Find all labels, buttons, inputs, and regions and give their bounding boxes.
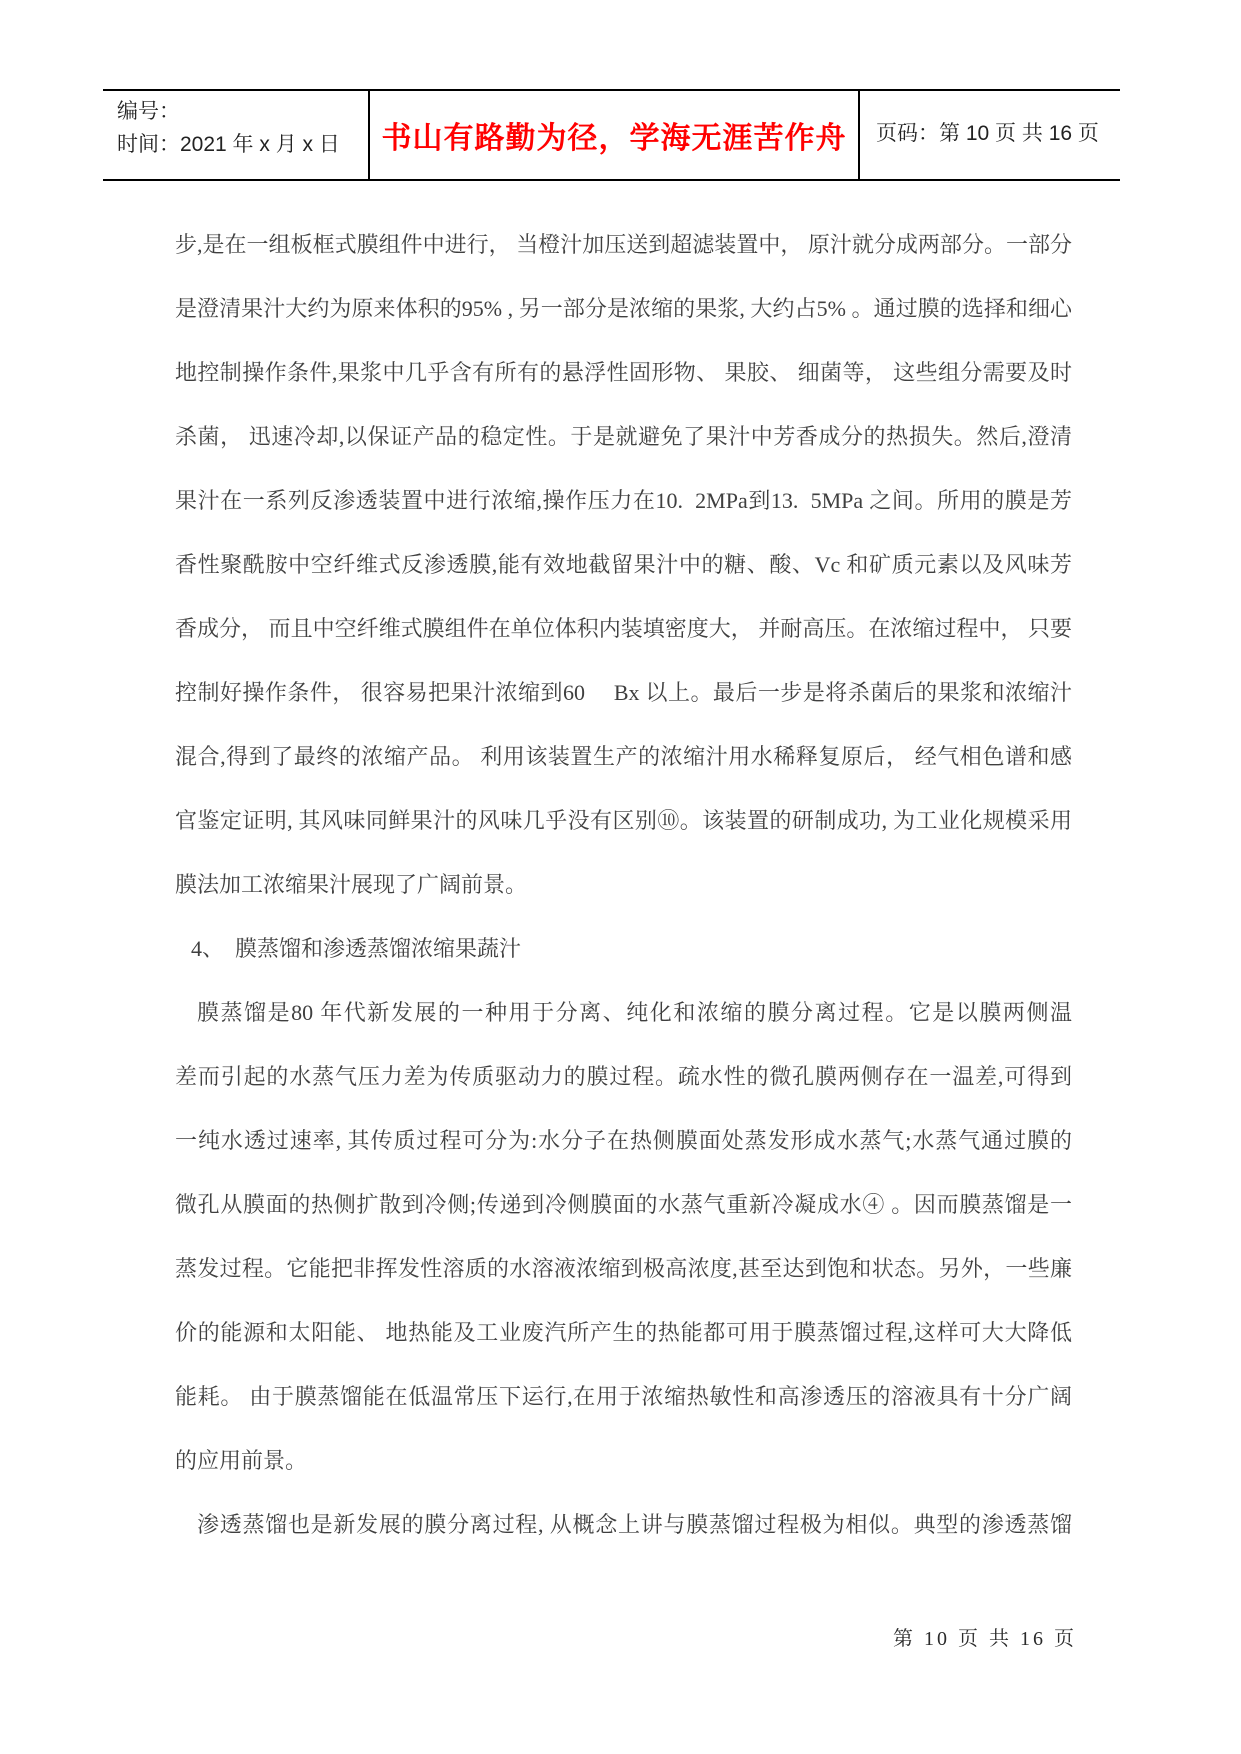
text-line: 膜法加工浓缩果汁展现了广阔前景。 xyxy=(175,872,528,897)
text-line: 蒸发过程。它能把非挥发性溶质的水溶液浓缩到极高浓度,甚至达到饱和状态。另外，一些廉 xyxy=(175,1256,1072,1281)
text-line: 一纯水透过速率, 其传质过程可分为:水分子在热侧膜面处蒸发形成水蒸气;水蒸气通过膜的 xyxy=(175,1128,1072,1153)
text-line: 渗透蒸馏也是新发展的膜分离过程, 从概念上讲与膜蒸馏过程极为相似。典型的渗透蒸馏 xyxy=(197,1512,1072,1537)
text-line: 杀菌， 迅速冷却,以保证产品的稳定性。于是就避免了果汁中芳香成分的热损失。然后,澄清 xyxy=(175,424,1072,449)
text-line: 步,是在一组板框式膜组件中进行， 当橙汁加压送到超滤装置中， 原汁就分成两部分。一部分 xyxy=(175,232,1072,257)
section-heading: 4、 膜蒸馏和渗透蒸馏浓缩果蔬汁 xyxy=(191,936,522,961)
header-page-cell xyxy=(858,91,1120,179)
header-meta-cell xyxy=(103,91,368,179)
doc-number-label: 编号： xyxy=(117,100,180,123)
text-line: 差而引起的水蒸气压力差为传质驱动力的膜过程。疏水性的微孔膜两侧存在一温差,可得到 xyxy=(175,1064,1072,1089)
text-line: 官鉴定证明, 其风味同鲜果汁的风味几乎没有区别⑩。该装置的研制成功, 为工业化规模采用 xyxy=(175,808,1072,833)
doc-time-label: 时间：2021 年 x 月 x 日 xyxy=(117,133,340,156)
paragraph-1 xyxy=(175,213,1072,917)
text-line: 微孔从膜面的热侧扩散到冷侧;传递到冷侧膜面的水蒸气重新冷凝成水④ 。因而膜蒸馏是一 xyxy=(175,1192,1072,1217)
paragraph-2 xyxy=(175,981,1072,1493)
text-line: 的应用前景。 xyxy=(175,1448,308,1473)
text-line: 能耗。 由于膜蒸馏能在低温常压下运行,在用于浓缩热敏性和高渗透压的溶液具有十分广阔 xyxy=(175,1384,1072,1409)
text-line: 果汁在一系列反渗透装置中进行浓缩,操作压力在10. 2MPa到13. 5MPa 之间。所用的膜是芳 xyxy=(175,488,1072,513)
text-line: 香性聚酰胺中空纤维式反渗透膜,能有效地截留果汁中的糖、酸、Vc 和矿质元素以及风味芳 xyxy=(175,552,1072,577)
header-table xyxy=(103,89,1120,181)
text-line: 混合,得到了最终的浓缩产品。 利用该装置生产的浓缩汁用水稀释复原后， 经气相色谱和感 xyxy=(175,744,1072,769)
page-number-label: 页码：第 10 页 共 16 页 xyxy=(876,122,1099,145)
text-line: 香成分， 而且中空纤维式膜组件在单位体积内装填密度大， 并耐高压。在浓缩过程中， 只要 xyxy=(175,616,1072,641)
header-motto-cell xyxy=(368,91,858,179)
text-line: 膜蒸馏是80 年代新发展的一种用于分离、纯化和浓缩的膜分离过程。它是以膜两侧温 xyxy=(197,1000,1072,1025)
text-line: 地控制操作条件,果浆中几乎含有所有的悬浮性固形物、 果胶、 细菌等， 这些组分需要及时 xyxy=(175,360,1072,385)
text-line: 价的能源和太阳能、 地热能及工业废汽所产生的热能都可用于膜蒸馏过程,这样可大大降低 xyxy=(175,1320,1072,1345)
footer-page-number: 第 10 页 共 16 页 xyxy=(893,1628,1077,1650)
text-line: 控制好操作条件， 很容易把果汁浓缩到60 Bx 以上。最后一步是将杀菌后的果浆和浓缩汁 xyxy=(175,680,1072,705)
paragraph-3 xyxy=(175,1493,1072,1557)
text-line: 是澄清果汁大约为原来体积的95% , 另一部分是浓缩的果浆, 大约占5% 。通过膜的选择和细心 xyxy=(175,296,1072,321)
document-body xyxy=(175,213,1072,1557)
motto-text: 书山有路勤为径，学海无涯苦作舟 xyxy=(381,122,847,155)
